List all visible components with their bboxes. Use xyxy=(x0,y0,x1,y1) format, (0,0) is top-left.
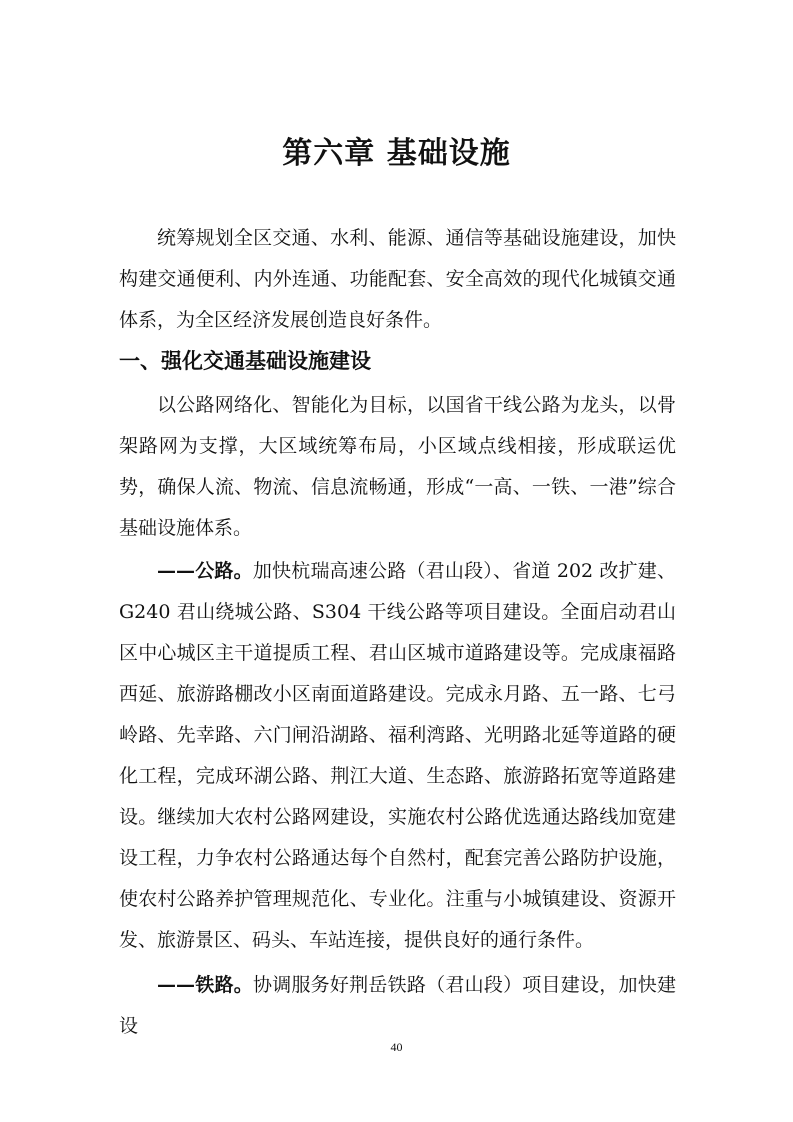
highway-lead: ——公路。 xyxy=(157,560,253,582)
highway-paragraph xyxy=(119,551,676,961)
chapter-title: 第六章 基础设施 xyxy=(282,136,511,171)
highway-text: 加快杭瑞高速公路（君山段）、省道 202 改扩建、G240 君山绕城公路、S304 干线公路等项目建设。全面启动君山区中心城区主干道提质工程、君山区城市道路建设等。完成康福路西延、旅游路棚改小区南面道路建设。完成永月路、五一路、七弓岭路、先幸路、六门闸沿湖路、福利湾路、光明路北延等道路的硬化工程，完成环湖公路、荆江大道、生态路、旅游路拓宽等道路建设。继续加大农村公路网建设，实施农村公路优选通达路线加宽建设工程，力争农村公路通达每个自然村，配套完善公路防护设施，使农村公路养护管理规范化、专业化。注重与小城镇建设、资源开发、旅游景区、码头、车站连接，提供良好的通行条件。 xyxy=(119,560,676,951)
section-heading: 一、强化交通基础设施建设 xyxy=(119,349,371,373)
section-intro-paragraph: 以公路网络化、智能化为目标，以国省干线公路为龙头，以骨架路网为支撑，大区域统筹布局，小区域点线相接，形成联运优势，确保人流、物流、信息流畅通，形成“一高、一铁、一港”综合基础设施体系。 xyxy=(119,394,676,539)
railway-paragraph xyxy=(119,965,676,1047)
page-number: 40 xyxy=(390,1040,403,1054)
railway-text: 协调服务好荆岳铁路（君山段）项目建设，加快建设 xyxy=(119,974,676,1037)
railway-lead: ——铁路。 xyxy=(157,974,253,996)
intro-paragraph: 统筹规划全区交通、水利、能源、通信等基础设施建设，加快构建交通便利、内外连通、功能配套、安全高效的现代化城镇交通体系，为全区经济发展创造良好条件。 xyxy=(119,227,676,331)
